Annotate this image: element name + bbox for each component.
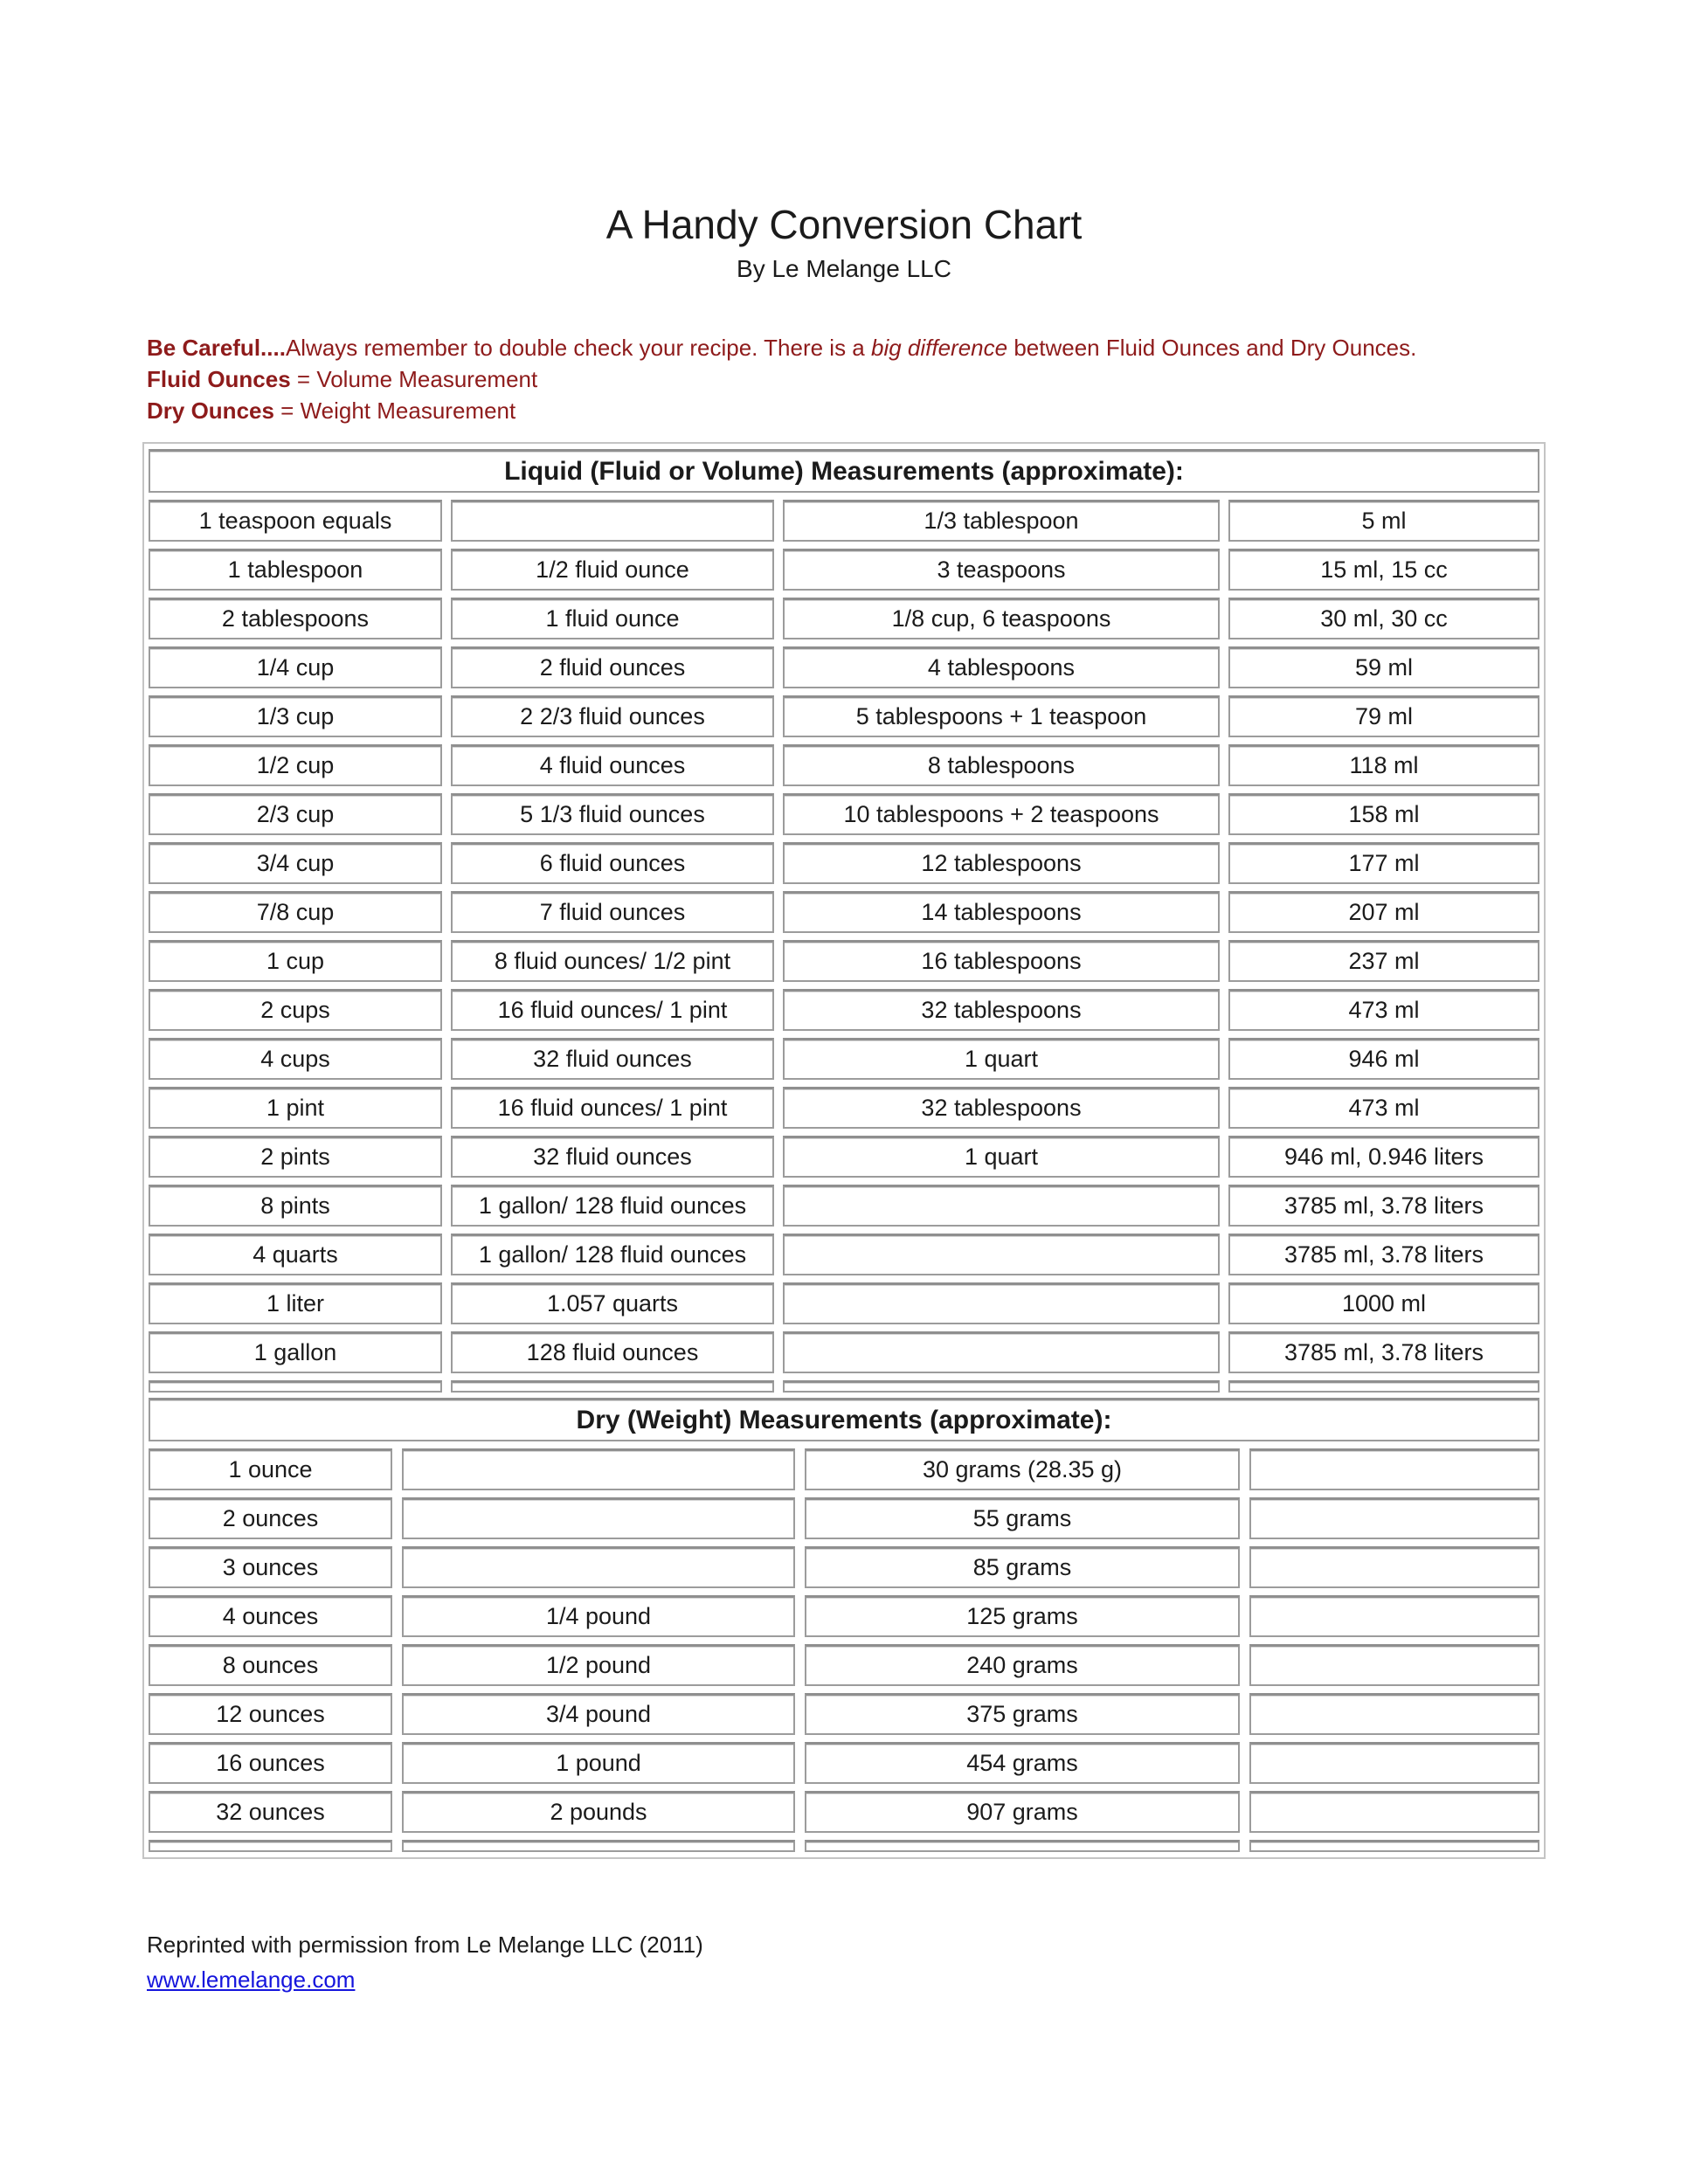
table-cell: 375 grams (805, 1693, 1240, 1735)
table-cell: 16 fluid ounces/ 1 pint (451, 989, 774, 1031)
table-cell (402, 1448, 795, 1490)
warning-careful-text: Always remember to double check your recipe. There is a (285, 335, 871, 361)
table-cell: 1000 ml (1228, 1282, 1539, 1324)
dry-section-header: Dry (Weight) Measurements (approximate): (149, 1398, 1539, 1441)
table-cell (783, 1234, 1220, 1275)
table-cell: 1/2 fluid ounce (451, 549, 774, 591)
table-cell: 1 ounce (149, 1448, 392, 1490)
table-cell: 118 ml (1228, 744, 1539, 786)
table-cell: 8 ounces (149, 1644, 392, 1686)
table-cell: 1 fluid ounce (451, 598, 774, 639)
table-row (149, 1331, 1539, 1373)
table-cell (402, 1497, 795, 1539)
warning-careful-end: between Fluid Ounces and Dry Ounces. (1007, 335, 1417, 361)
table-cell: 2/3 cup (149, 793, 442, 835)
table-cell (1249, 1742, 1539, 1784)
table-row (149, 1448, 1539, 1490)
spacer-cell (1249, 1840, 1539, 1852)
dry-table-body (149, 1448, 1539, 1833)
table-cell: 3785 ml, 3.78 liters (1228, 1234, 1539, 1275)
table-row (149, 1087, 1539, 1129)
table-cell: 14 tablespoons (783, 891, 1220, 933)
table-cell: 5 1/3 fluid ounces (451, 793, 774, 835)
table-row (149, 891, 1539, 933)
table-cell: 240 grams (805, 1644, 1240, 1686)
table-row (149, 1742, 1539, 1784)
table-cell: 1 pint (149, 1087, 442, 1129)
spacer-cell (149, 1840, 392, 1852)
table-cell: 32 ounces (149, 1791, 392, 1833)
warning-fluid-bold: Fluid Ounces (147, 366, 291, 392)
table-cell: 1.057 quarts (451, 1282, 774, 1324)
table-row (149, 842, 1539, 884)
table-cell: 30 ml, 30 cc (1228, 598, 1539, 639)
table-cell: 85 grams (805, 1546, 1240, 1588)
table-cell (1249, 1791, 1539, 1833)
table-cell: 1 cup (149, 940, 442, 982)
spacer-cell (402, 1840, 795, 1852)
table-cell (1249, 1595, 1539, 1637)
table-cell: 3 ounces (149, 1546, 392, 1588)
table-cell: 32 fluid ounces (451, 1136, 774, 1178)
table-cell: 7/8 cup (149, 891, 442, 933)
table-cell: 1 tablespoon (149, 549, 442, 591)
table-cell: 8 tablespoons (783, 744, 1220, 786)
table-cell: 125 grams (805, 1595, 1240, 1637)
table-cell: 3 teaspoons (783, 549, 1220, 591)
table-cell: 79 ml (1228, 695, 1539, 737)
spacer-cell (149, 1380, 442, 1393)
spacer-cell (451, 1380, 774, 1393)
table-cell: 4 quarts (149, 1234, 442, 1275)
table-cell: 2 fluid ounces (451, 646, 774, 688)
table-cell (1249, 1497, 1539, 1539)
table-cell: 1/2 pound (402, 1644, 795, 1686)
table-cell: 946 ml (1228, 1038, 1539, 1080)
table-row (149, 1497, 1539, 1539)
table-cell: 5 ml (1228, 500, 1539, 542)
warning-note (147, 332, 1688, 426)
table-row (149, 1234, 1539, 1275)
warning-dry-bold: Dry Ounces (147, 397, 274, 424)
spacer-cell (1228, 1380, 1539, 1393)
table-cell: 454 grams (805, 1742, 1240, 1784)
table-cell: 59 ml (1228, 646, 1539, 688)
table-row (149, 1038, 1539, 1080)
spacer-cell (805, 1840, 1240, 1852)
warning-careful-italic: big difference (870, 335, 1008, 361)
table-row (149, 646, 1539, 688)
page-title: A Handy Conversion Chart (605, 202, 1083, 247)
table-row (149, 793, 1539, 835)
footer-credit: Reprinted with permission from Le Melange LLC (2011) (147, 1932, 703, 1958)
table-cell: 15 ml, 15 cc (1228, 549, 1539, 591)
table-row (149, 1595, 1539, 1637)
table-row (149, 500, 1539, 542)
table-cell: 32 tablespoons (783, 989, 1220, 1031)
table-cell: 473 ml (1228, 989, 1539, 1031)
spacer-cell (783, 1380, 1220, 1393)
conversion-table (142, 442, 1546, 1859)
table-cell: 12 ounces (149, 1693, 392, 1735)
table-cell: 158 ml (1228, 793, 1539, 835)
table-cell (451, 500, 774, 542)
table-cell: 3/4 cup (149, 842, 442, 884)
table-cell: 1/4 pound (402, 1595, 795, 1637)
table-cell: 237 ml (1228, 940, 1539, 982)
table-cell: 473 ml (1228, 1087, 1539, 1129)
table-row (149, 1282, 1539, 1324)
table-cell: 1 quart (783, 1136, 1220, 1178)
table-cell: 907 grams (805, 1791, 1240, 1833)
table-row (149, 1185, 1539, 1227)
table-cell: 8 fluid ounces/ 1/2 pint (451, 940, 774, 982)
liquid-section-header: Liquid (Fluid or Volume) Measurements (approximate): (149, 449, 1539, 493)
table-cell: 5 tablespoons + 1 teaspoon (783, 695, 1220, 737)
table-cell: 8 pints (149, 1185, 442, 1227)
table-row (149, 549, 1539, 591)
table-row (149, 1791, 1539, 1833)
table-cell: 2 pints (149, 1136, 442, 1178)
table-cell: 4 fluid ounces (451, 744, 774, 786)
table-cell: 6 fluid ounces (451, 842, 774, 884)
table-cell: 1/2 cup (149, 744, 442, 786)
table-cell: 32 fluid ounces (451, 1038, 774, 1080)
table-cell: 1 gallon (149, 1331, 442, 1373)
table-cell (402, 1546, 795, 1588)
table-row (149, 989, 1539, 1031)
table-cell: 4 ounces (149, 1595, 392, 1637)
warning-careful-bold: Be Careful.... (147, 335, 286, 361)
table-row (149, 1644, 1539, 1686)
table-cell: 1 liter (149, 1282, 442, 1324)
table-cell (783, 1185, 1220, 1227)
table-cell: 207 ml (1228, 891, 1539, 933)
website-link[interactable]: www.lemelange.com (147, 1966, 356, 1993)
table-cell: 2 tablespoons (149, 598, 442, 639)
table-row (149, 695, 1539, 737)
table-cell (1249, 1693, 1539, 1735)
table-cell: 4 cups (149, 1038, 442, 1080)
table-cell: 32 tablespoons (783, 1087, 1220, 1129)
table-cell: 1 teaspoon equals (149, 500, 442, 542)
table-cell: 7 fluid ounces (451, 891, 774, 933)
table-cell: 12 tablespoons (783, 842, 1220, 884)
table-cell: 2 cups (149, 989, 442, 1031)
table-cell: 1/8 cup, 6 teaspoons (783, 598, 1220, 639)
table-cell (1249, 1644, 1539, 1686)
page-subtitle: By Le Melange LLC (737, 255, 951, 282)
spacer-row (149, 1380, 1539, 1393)
table-cell: 16 ounces (149, 1742, 392, 1784)
spacer-row (149, 1840, 1539, 1852)
warning-fluid-rest: = Volume Measurement (290, 366, 538, 392)
table-cell: 16 fluid ounces/ 1 pint (451, 1087, 774, 1129)
table-cell: 30 grams (28.35 g) (805, 1448, 1240, 1490)
table-cell: 128 fluid ounces (451, 1331, 774, 1373)
table-cell: 1 quart (783, 1038, 1220, 1080)
table-cell (1249, 1448, 1539, 1490)
table-cell: 4 tablespoons (783, 646, 1220, 688)
table-cell: 3/4 pound (402, 1693, 795, 1735)
table-row (149, 1546, 1539, 1588)
table-cell: 1 gallon/ 128 fluid ounces (451, 1234, 774, 1275)
table-row (149, 598, 1539, 639)
table-cell: 1/3 tablespoon (783, 500, 1220, 542)
table-cell: 10 tablespoons + 2 teaspoons (783, 793, 1220, 835)
table-cell: 2 ounces (149, 1497, 392, 1539)
table-cell: 946 ml, 0.946 liters (1228, 1136, 1539, 1178)
table-cell: 3785 ml, 3.78 liters (1228, 1185, 1539, 1227)
table-cell: 3785 ml, 3.78 liters (1228, 1331, 1539, 1373)
table-cell (1249, 1546, 1539, 1588)
table-cell: 1/4 cup (149, 646, 442, 688)
table-row (149, 744, 1539, 786)
liquid-table-body (149, 500, 1539, 1373)
footer-note (147, 1927, 1688, 1997)
table-cell (783, 1331, 1220, 1373)
warning-line-fluid (147, 363, 1688, 395)
table-cell: 2 2/3 fluid ounces (451, 695, 774, 737)
table-cell: 55 grams (805, 1497, 1240, 1539)
table-cell: 2 pounds (402, 1791, 795, 1833)
table-cell: 1/3 cup (149, 695, 442, 737)
table-cell: 177 ml (1228, 842, 1539, 884)
warning-line-dry (147, 395, 1688, 426)
table-row (149, 1693, 1539, 1735)
table-cell: 16 tablespoons (783, 940, 1220, 982)
table-row (149, 940, 1539, 982)
table-row (149, 1136, 1539, 1178)
warning-dry-rest: = Weight Measurement (273, 397, 516, 424)
table-cell (783, 1282, 1220, 1324)
warning-line-careful (147, 332, 1688, 363)
table-cell: 1 pound (402, 1742, 795, 1784)
table-cell: 1 gallon/ 128 fluid ounces (451, 1185, 774, 1227)
